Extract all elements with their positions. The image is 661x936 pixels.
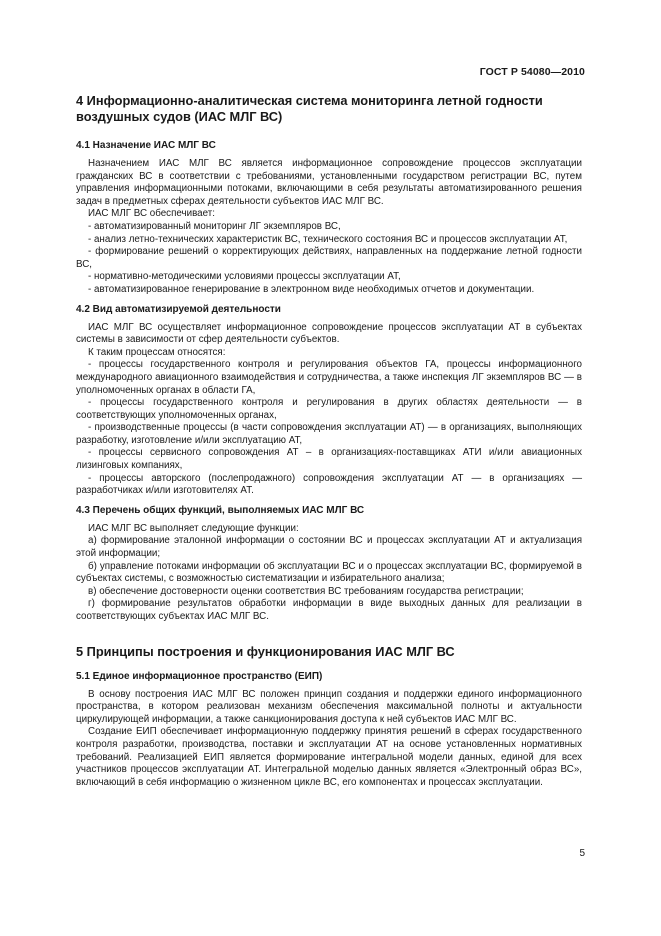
section-5-heading: 5 Принципы построения и функционирования ИАС МЛГ ВС — [76, 643, 455, 659]
list-item: - процессы государственного контроля и регулирования в других областях деятельности — в соответствующих уполномоченных органах, — [76, 397, 582, 421]
list-item: - процессы сервисного сопровождения АТ – в организациях-поставщиках АТИ и/или авиационных лизинговых компаниях, — [76, 447, 582, 472]
list-item: а) формирование эталонной информации о состоянии ВС и процессах эксплуатации АТ и актуализация этой информации; — [76, 535, 582, 560]
subsection-4-1-heading: 4.1 Назначение ИАС МЛГ ВС — [76, 140, 216, 151]
list-item: - процессы авторского (послепродажного) сопровождения эксплуатации АТ — в организациях — разработчиках и/или изготовителях АТ. — [76, 472, 582, 497]
subsection-4-3-heading: 4.3 Перечень общих функций, выполняемых ИАС МЛГ ВС — [76, 504, 365, 516]
list-item: - процессы государственного контроля и регулирования объектов ГА, процессы информационного международного авиационного взаимодействия и сотрудничества, а также инспекция ЛГ экземпляров ВС — в уполномоченных органах в области ГА, — [76, 359, 582, 396]
paragraph: ИАС МЛГ ВС выполняет следующие функции: — [88, 522, 299, 534]
paragraph: В основу построения ИАС МЛГ ВС положен принцип создания и поддержки единого информационного пространства, в котором реализован механизм обеспечения максимальной полноты и актуальности циркулирующей информации, а также санкционирования доступа к ней субъектов ИАС МЛГ ВС. — [76, 688, 582, 725]
list-item: - формирование решений о корректирующих действиях, направленных на поддержание летной годности ВС, — [76, 246, 582, 270]
paragraph: К таким процессам относятся: — [88, 346, 226, 358]
subsection-4-2-heading: 4.2 Вид автоматизируемой деятельности — [76, 303, 281, 315]
paragraph: ИАС МЛГ ВС обеспечивает: — [88, 208, 215, 220]
list-item: г) формирование результатов обработки информации в виде выходных данных для реализации в соответствующих субъектах ИАС МЛГ ВС. — [76, 598, 582, 622]
list-item: - производственные процессы (в части сопровождения эксплуатации АТ) — в организациях, выполняющих разработку, изготовление и/или эксплуатацию АТ, — [76, 422, 582, 446]
page-number: 5 — [579, 848, 585, 859]
document-body — [76, 93, 582, 789]
paragraph: Создание ЕИП обеспечивает информационную поддержку принятия решений в сферах государственного контроля разработки, производства, поставки и эксплуатации АТ на основе установленных нормативных требований. Реализацией ЕИП является формирование интегральной модели данных, единой для всех участников процессов эксплуатации АТ. Интегральной моделью данных является «Электронный образ ВС», включающий в себя информацию о жизненном цикле ВС, его компонентах и процессах эксплуатации. — [76, 726, 582, 788]
paragraph: ИАС МЛГ ВС осуществляет информационное сопровождение процессов эксплуатации АТ в субъектах системы в зависимости от сфер деятельности субъектов. — [76, 321, 582, 346]
list-item: в) обеспечение достоверности оценки соответствия ВС требованиям государства регистрации; — [88, 585, 524, 597]
section-4-heading: 4 Информационно-аналитическая система мониторинга летной годности воздушных судов (ИАС МЛГ ВС) — [76, 93, 543, 124]
document-code: ГОСТ Р 54080—2010 — [479, 66, 585, 78]
list-item: - анализ летно-технических характеристик ВС, технического состояния ВС и процессов эксплуатации АТ, — [88, 233, 568, 245]
list-item: - автоматизированный мониторинг ЛГ экземпляров ВС, — [88, 220, 341, 232]
list-item: - нормативно-методическими условиями процессы эксплуатации АТ, — [88, 271, 401, 283]
list-item: б) управление потоками информации об эксплуатации ВС и о процессах эксплуатации ВС, формируемой в субъектах системы, с возможностью систематизации и избирательного анализа; — [76, 560, 582, 585]
paragraph: Назначением ИАС МЛГ ВС является информационное сопровождение процессов эксплуатации гражданских ВС в соответствии с требованиями, установленными государством регистрации ВС, путем управления информационными потоками, включающими в себя результаты автоматизированного решения задач в предметных сферах деятельности субъектов ИАС МЛГ ВС. — [76, 158, 582, 207]
subsection-5-1-heading: 5.1 Единое информационное пространство (ЕИП) — [76, 670, 323, 682]
list-item: - автоматизированное генерирование в электронном виде необходимых отчетов и документации. — [88, 283, 535, 295]
